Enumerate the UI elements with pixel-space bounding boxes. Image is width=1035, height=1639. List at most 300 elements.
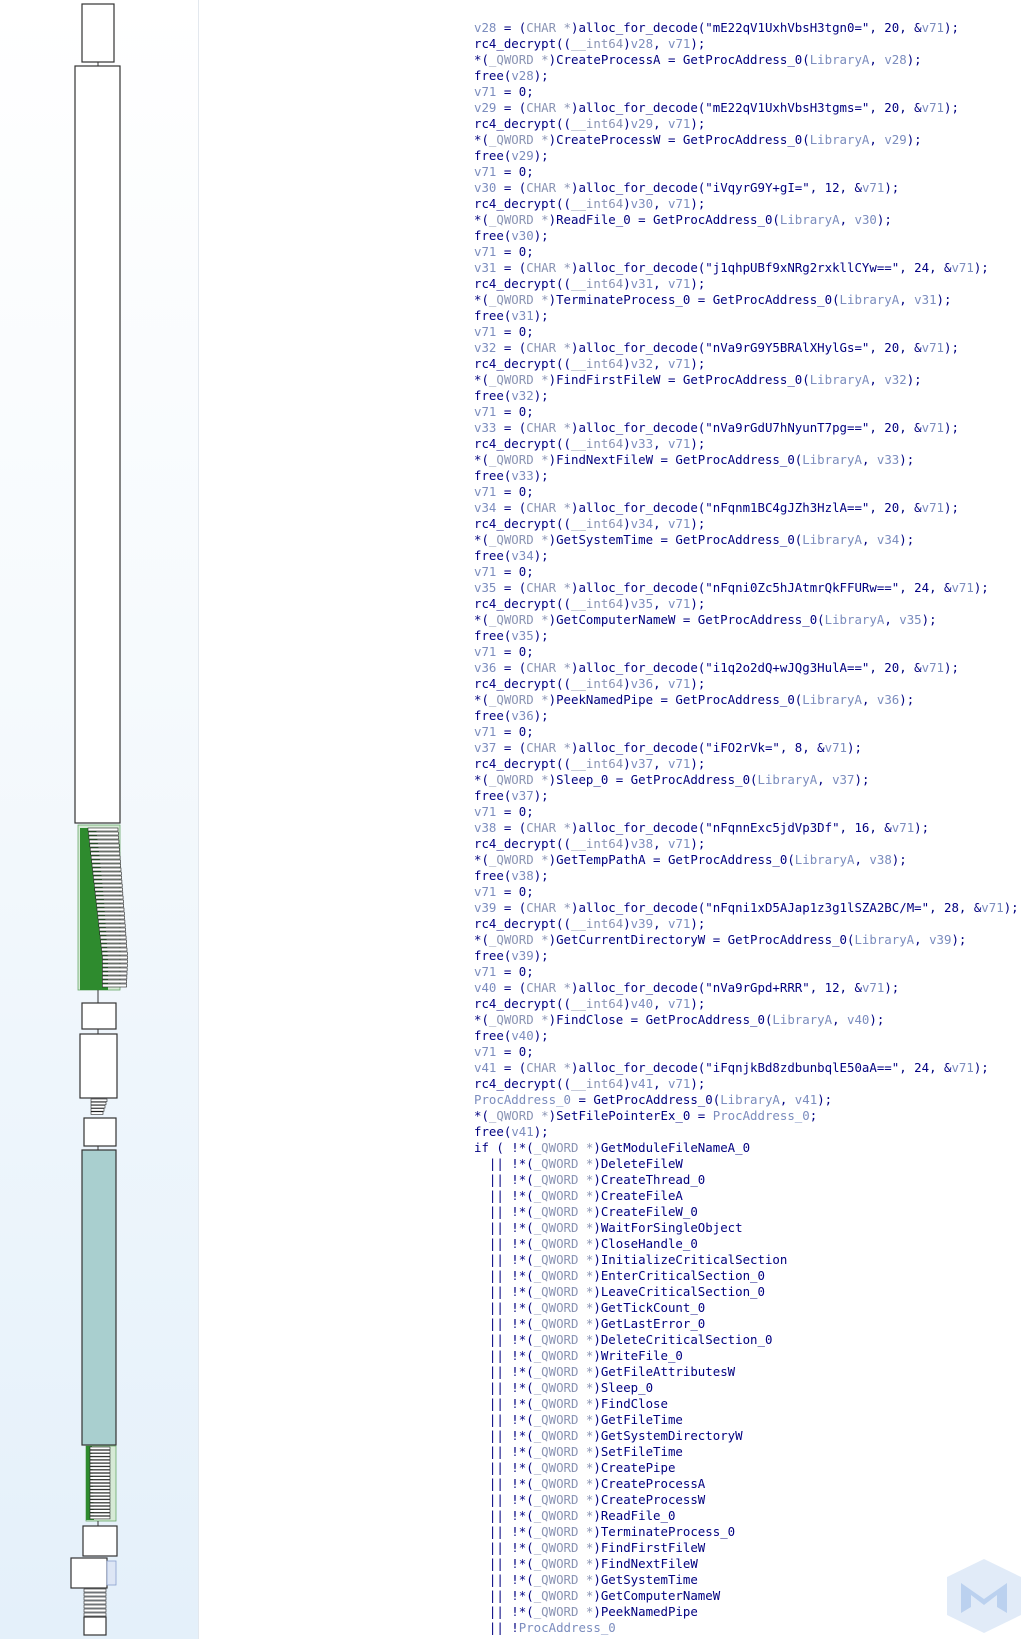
code-line[interactable] <box>474 260 1034 276</box>
graph-node-small[interactable] <box>100 936 126 939</box>
code-line[interactable] <box>474 484 1034 500</box>
code-line[interactable] <box>474 1044 1034 1060</box>
code-line[interactable] <box>474 628 1034 644</box>
code-identifier[interactable]: LibraryA <box>809 132 870 147</box>
code-line[interactable] <box>474 1508 1034 1524</box>
code-identifier[interactable]: v32 <box>884 372 907 387</box>
code-line[interactable] <box>474 964 1034 980</box>
code-identifier[interactable]: v39 <box>511 948 534 963</box>
code-line[interactable] <box>474 500 1034 516</box>
code-identifier[interactable]: v28 <box>630 36 654 51</box>
code-identifier[interactable]: v71 <box>474 164 497 179</box>
code-identifier[interactable]: LibraryA <box>839 292 900 307</box>
code-identifier[interactable]: v29 <box>630 116 654 131</box>
code-identifier[interactable]: v71 <box>921 420 945 435</box>
graph-node-small[interactable] <box>95 892 123 895</box>
code-line[interactable] <box>474 1332 1034 1348</box>
code-line[interactable] <box>474 340 1034 356</box>
code-identifier[interactable]: v71 <box>474 484 497 499</box>
code-line[interactable] <box>474 884 1034 900</box>
code-identifier[interactable]: v38 <box>869 852 892 867</box>
code-line[interactable] <box>474 1460 1034 1476</box>
code-line[interactable] <box>474 1124 1034 1140</box>
code-identifier[interactable]: ProcAddress_0 <box>518 1620 616 1635</box>
code-token: ); <box>533 548 549 563</box>
code-identifier[interactable]: v39 <box>474 900 497 915</box>
code-identifier[interactable]: LibraryA <box>802 452 862 467</box>
code-identifier[interactable]: v36 <box>511 708 534 723</box>
code-line[interactable] <box>474 1172 1034 1188</box>
code-identifier[interactable]: v35 <box>630 596 654 611</box>
graph-node-small[interactable] <box>102 972 127 975</box>
graph-node-small[interactable] <box>102 980 126 983</box>
code-identifier[interactable]: v71 <box>861 980 885 995</box>
code-identifier[interactable]: LibraryA <box>720 1092 780 1107</box>
code-identifier[interactable]: v71 <box>474 1044 497 1059</box>
code-line[interactable] <box>474 996 1034 1012</box>
code-identifier[interactable]: v71 <box>474 884 497 899</box>
code-line[interactable] <box>474 212 1034 228</box>
graph-node-small[interactable] <box>92 860 121 863</box>
code-identifier[interactable]: v29 <box>884 132 907 147</box>
code-line[interactable] <box>474 116 1034 132</box>
code-line[interactable] <box>474 292 1034 308</box>
code-line[interactable] <box>474 932 1034 948</box>
code-line[interactable] <box>474 1524 1034 1540</box>
graph-node-small[interactable] <box>84 1605 106 1608</box>
graph-node-small[interactable] <box>90 1483 110 1486</box>
graph-node-small[interactable] <box>90 1457 110 1460</box>
graph-node-small[interactable] <box>91 1105 105 1108</box>
code-identifier[interactable]: v41 <box>794 1092 818 1107</box>
code-line[interactable] <box>474 1396 1034 1412</box>
code-identifier[interactable]: v40 <box>474 980 497 995</box>
code-line[interactable] <box>474 1428 1034 1444</box>
code-identifier[interactable]: v37 <box>832 772 855 787</box>
graph-node-small[interactable] <box>90 848 119 851</box>
code-identifier[interactable]: ProcAddress_0 <box>712 1108 810 1123</box>
code-line[interactable] <box>474 772 1034 788</box>
pseudocode-view[interactable] <box>474 20 1034 1639</box>
code-line[interactable] <box>474 1364 1034 1380</box>
code-line[interactable] <box>474 1300 1034 1316</box>
graph-node-small[interactable] <box>90 1513 110 1516</box>
code-line[interactable] <box>474 564 1034 580</box>
code-identifier[interactable]: v71 <box>474 84 497 99</box>
code-line[interactable] <box>474 596 1034 612</box>
code-line[interactable] <box>474 68 1034 84</box>
code-identifier[interactable]: v34 <box>876 532 900 547</box>
graph-node-small[interactable] <box>102 960 127 963</box>
code-identifier[interactable]: v35 <box>474 580 497 595</box>
graph-node-small[interactable] <box>90 1477 110 1480</box>
code-identifier[interactable]: v71 <box>474 564 497 579</box>
graph-node-small[interactable] <box>90 844 119 847</box>
code-identifier[interactable]: v71 <box>921 660 945 675</box>
graph-node-small[interactable] <box>90 1467 110 1470</box>
code-line[interactable] <box>474 196 1034 212</box>
code-line[interactable] <box>474 1476 1034 1492</box>
code-identifier[interactable]: v71 <box>667 116 691 131</box>
code-identifier[interactable]: v40 <box>511 1028 534 1043</box>
code-identifier[interactable]: v28 <box>884 52 907 67</box>
graph-node-small[interactable] <box>90 1516 110 1519</box>
code-identifier[interactable]: LibraryA <box>809 52 870 67</box>
graph-node-small[interactable] <box>90 1464 110 1467</box>
code-identifier[interactable]: LibraryA <box>824 612 885 627</box>
code-line[interactable] <box>474 228 1034 244</box>
graph-node-small[interactable] <box>90 1490 110 1493</box>
code-identifier[interactable]: v33 <box>630 436 654 451</box>
code-identifier[interactable]: v32 <box>511 388 534 403</box>
code-identifier[interactable]: v71 <box>667 756 691 771</box>
code-identifier[interactable]: v30 <box>854 212 877 227</box>
code-identifier[interactable]: v71 <box>667 356 691 371</box>
code-identifier[interactable]: v37 <box>511 788 534 803</box>
code-line[interactable] <box>474 1444 1034 1460</box>
code-line[interactable] <box>474 1348 1034 1364</box>
code-identifier[interactable]: v30 <box>511 228 534 243</box>
code-identifier[interactable]: v71 <box>921 20 945 35</box>
graph-node-small[interactable] <box>90 1497 110 1500</box>
code-identifier[interactable]: v34 <box>630 516 654 531</box>
graph-node-small[interactable] <box>97 912 124 915</box>
graph-node-small[interactable] <box>97 908 124 911</box>
code-line[interactable] <box>474 836 1034 852</box>
code-line[interactable] <box>474 916 1034 932</box>
code-identifier[interactable]: v71 <box>474 964 497 979</box>
code-identifier[interactable]: v36 <box>474 660 497 675</box>
code-line[interactable] <box>474 1316 1034 1332</box>
graph-node[interactable] <box>71 1558 107 1588</box>
code-identifier[interactable]: LibraryA <box>772 1012 833 1027</box>
code-identifier[interactable]: v29 <box>474 100 497 115</box>
code-line[interactable] <box>474 148 1034 164</box>
graph-node[interactable] <box>75 66 120 823</box>
code-identifier[interactable]: v71 <box>474 324 497 339</box>
code-line[interactable] <box>474 1092 1034 1108</box>
graph-node-small[interactable] <box>84 1593 106 1596</box>
code-identifier[interactable]: v71 <box>667 676 691 691</box>
code-line[interactable] <box>474 180 1034 196</box>
code-identifier[interactable]: v71 <box>667 36 691 51</box>
code-line[interactable] <box>474 756 1034 772</box>
code-line[interactable] <box>474 708 1034 724</box>
graph-node-small[interactable] <box>102 976 126 979</box>
code-identifier[interactable]: v38 <box>630 836 654 851</box>
graph-node-small[interactable] <box>98 920 125 923</box>
code-identifier[interactable]: v71 <box>981 900 1004 915</box>
graph-node-small[interactable] <box>97 904 124 907</box>
graph-node-small[interactable] <box>88 828 118 831</box>
graph-overview-panel[interactable] <box>0 0 199 1639</box>
graph-node-small[interactable] <box>98 916 125 919</box>
graph-node-small[interactable] <box>84 1609 106 1612</box>
graph-node-small[interactable] <box>84 1597 106 1600</box>
graph-node-small[interactable] <box>99 924 125 927</box>
code-line[interactable] <box>474 468 1034 484</box>
code-line[interactable] <box>474 900 1034 916</box>
code-identifier[interactable]: v71 <box>667 436 691 451</box>
graph-node-small[interactable] <box>91 852 120 855</box>
code-identifier[interactable]: v33 <box>876 452 900 467</box>
code-identifier[interactable]: v28 <box>474 20 497 35</box>
code-line[interactable] <box>474 1540 1034 1556</box>
graph-node-small[interactable] <box>102 948 128 951</box>
code-identifier[interactable]: v38 <box>474 820 497 835</box>
code-identifier[interactable]: v33 <box>511 468 534 483</box>
code-identifier[interactable]: v37 <box>474 740 497 755</box>
code-identifier[interactable]: v41 <box>474 1060 497 1075</box>
graph-node-small[interactable] <box>102 952 127 955</box>
graph-node-small[interactable] <box>102 968 127 971</box>
code-identifier[interactable]: v71 <box>667 996 691 1011</box>
code-line[interactable] <box>474 324 1034 340</box>
code-identifier[interactable]: v71 <box>951 580 974 595</box>
code-token: , <box>869 52 885 67</box>
code-line[interactable] <box>474 1412 1034 1428</box>
graph-node-selected[interactable] <box>82 1150 116 1445</box>
graph-node-small[interactable] <box>93 876 121 879</box>
code-line[interactable] <box>474 1268 1034 1284</box>
code-identifier[interactable]: v41 <box>630 1076 654 1091</box>
code-identifier[interactable]: v38 <box>511 868 534 883</box>
code-identifier[interactable]: v35 <box>511 628 534 643</box>
graph-node-small[interactable] <box>90 1503 110 1506</box>
code-line[interactable] <box>474 1108 1034 1124</box>
graph-node-small[interactable] <box>91 1099 107 1102</box>
code-line[interactable] <box>474 868 1034 884</box>
graph-node-small[interactable] <box>101 940 127 943</box>
code-line[interactable] <box>474 356 1034 372</box>
graph-node-small[interactable] <box>90 1450 110 1453</box>
code-identifier[interactable]: v36 <box>876 692 900 707</box>
code-identifier[interactable]: LibraryA <box>809 372 870 387</box>
graph-node-small[interactable] <box>93 868 122 871</box>
code-identifier[interactable]: v29 <box>511 148 534 163</box>
graph-node[interactable] <box>82 4 114 62</box>
graph-node[interactable] <box>84 1118 116 1146</box>
code-identifier[interactable]: LibraryA <box>794 852 855 867</box>
code-line[interactable] <box>474 308 1034 324</box>
code-identifier[interactable]: v71 <box>951 260 974 275</box>
graph-node-small[interactable] <box>91 856 120 859</box>
code-line[interactable] <box>474 612 1034 628</box>
code-line[interactable] <box>474 948 1034 964</box>
code-identifier[interactable]: v36 <box>630 676 654 691</box>
code-line[interactable] <box>474 1284 1034 1300</box>
graph-node[interactable] <box>80 1034 117 1098</box>
graph-node-small[interactable] <box>91 1102 106 1105</box>
graph-node-small[interactable] <box>102 964 127 967</box>
code-line[interactable] <box>474 1204 1034 1220</box>
graph-node-small[interactable] <box>90 1447 110 1450</box>
code-identifier[interactable]: v30 <box>474 180 497 195</box>
code-line[interactable] <box>474 404 1034 420</box>
graph-node-small[interactable] <box>95 888 123 891</box>
code-line[interactable] <box>474 132 1034 148</box>
code-line[interactable] <box>474 692 1034 708</box>
graph-node-small[interactable] <box>90 1454 110 1457</box>
graph-node-small[interactable] <box>102 956 127 959</box>
graph-node-small[interactable] <box>91 1109 104 1112</box>
code-line[interactable] <box>474 548 1034 564</box>
graph-node-small[interactable] <box>84 1601 106 1604</box>
code-line[interactable] <box>474 1076 1034 1092</box>
graph-node-small[interactable] <box>92 864 121 867</box>
code-line[interactable] <box>474 388 1034 404</box>
code-line[interactable] <box>474 644 1034 660</box>
graph-node-small[interactable] <box>102 984 126 987</box>
code-line[interactable] <box>474 20 1034 36</box>
code-identifier[interactable]: v71 <box>921 340 945 355</box>
code-line[interactable] <box>474 244 1034 260</box>
code-identifier[interactable]: v71 <box>667 916 691 931</box>
code-line[interactable] <box>474 1236 1034 1252</box>
code-identifier[interactable]: LibraryA <box>779 212 840 227</box>
graph-node-small[interactable] <box>90 1473 110 1476</box>
code-identifier[interactable]: v71 <box>667 1076 691 1091</box>
graph-node[interactable] <box>84 1617 106 1635</box>
graph-node-small[interactable] <box>84 1589 106 1592</box>
code-line[interactable] <box>474 660 1034 676</box>
code-identifier[interactable]: LibraryA <box>802 532 862 547</box>
code-identifier[interactable]: v71 <box>667 516 691 531</box>
graph-node-small[interactable] <box>90 1470 110 1473</box>
graph-node[interactable] <box>83 1526 117 1556</box>
code-identifier[interactable]: v71 <box>667 596 691 611</box>
code-identifier[interactable]: v71 <box>861 180 885 195</box>
code-line[interactable] <box>474 276 1034 292</box>
code-identifier[interactable]: v37 <box>630 756 654 771</box>
code-identifier[interactable]: v39 <box>630 916 654 931</box>
code-line[interactable] <box>474 164 1034 180</box>
code-identifier[interactable]: ProcAddress_0 <box>474 1092 571 1107</box>
code-line[interactable] <box>474 804 1034 820</box>
code-line[interactable] <box>474 372 1034 388</box>
graph-node-small[interactable] <box>99 928 125 931</box>
code-line[interactable] <box>474 852 1034 868</box>
graph-node-small[interactable] <box>96 900 123 903</box>
code-line[interactable] <box>474 84 1034 100</box>
code-token: ); <box>533 388 549 403</box>
code-line[interactable] <box>474 1028 1034 1044</box>
graph-node-small[interactable] <box>89 836 119 839</box>
code-identifier[interactable]: v32 <box>630 356 654 371</box>
code-line[interactable] <box>474 1252 1034 1268</box>
code-line[interactable] <box>474 52 1034 68</box>
code-line[interactable] <box>474 740 1034 756</box>
code-identifier[interactable]: LibraryA <box>802 692 862 707</box>
code-identifier[interactable]: v31 <box>914 292 937 307</box>
code-line[interactable] <box>474 1380 1034 1396</box>
graph-node-small[interactable] <box>90 1506 110 1509</box>
code-identifier[interactable]: LibraryA <box>757 772 818 787</box>
graph-node[interactable] <box>82 1003 116 1029</box>
graph-node-small[interactable] <box>101 944 127 947</box>
code-identifier[interactable]: v30 <box>630 196 654 211</box>
code-line[interactable] <box>474 724 1034 740</box>
graph-node[interactable] <box>107 1561 116 1585</box>
graph-node-small[interactable] <box>94 884 122 887</box>
code-identifier[interactable]: v71 <box>474 404 497 419</box>
code-identifier[interactable]: v71 <box>921 500 945 515</box>
code-identifier[interactable]: v71 <box>474 244 497 259</box>
graph-node-small[interactable] <box>93 872 121 875</box>
code-identifier[interactable]: v34 <box>474 500 497 515</box>
code-identifier[interactable]: v71 <box>921 100 945 115</box>
code-identifier[interactable]: v31 <box>511 308 534 323</box>
code-identifier[interactable]: v34 <box>511 548 534 563</box>
code-identifier[interactable]: v41 <box>511 1124 534 1139</box>
graph-overview-canvas[interactable] <box>0 0 198 1639</box>
code-line[interactable] <box>474 580 1034 596</box>
graph-node-small[interactable] <box>90 1493 110 1496</box>
graph-node-small[interactable] <box>94 880 122 883</box>
graph-node-small[interactable] <box>89 840 119 843</box>
code-line[interactable] <box>474 1492 1034 1508</box>
graph-node-small[interactable] <box>90 1500 110 1503</box>
code-line[interactable] <box>474 1188 1034 1204</box>
code-identifier[interactable]: v71 <box>824 740 848 755</box>
graph-node-small[interactable] <box>100 932 126 935</box>
code-line[interactable] <box>474 420 1034 436</box>
code-line[interactable] <box>474 1156 1034 1172</box>
graph-node-small[interactable] <box>88 832 118 835</box>
code-identifier[interactable]: v71 <box>474 804 497 819</box>
code-line[interactable] <box>474 1140 1034 1156</box>
code-identifier[interactable]: LibraryA <box>854 932 915 947</box>
code-identifier[interactable]: v71 <box>474 724 497 739</box>
code-identifier[interactable]: v31 <box>630 276 654 291</box>
graph-node-small[interactable] <box>90 1480 110 1483</box>
code-identifier[interactable]: v71 <box>474 644 497 659</box>
code-identifier[interactable]: v32 <box>474 340 497 355</box>
code-line[interactable] <box>474 436 1034 452</box>
code-line[interactable] <box>474 676 1034 692</box>
code-identifier[interactable]: v71 <box>667 196 691 211</box>
code-line[interactable] <box>474 36 1034 52</box>
graph-node-small[interactable] <box>90 1510 110 1513</box>
code-identifier[interactable]: v40 <box>630 996 654 1011</box>
code-identifier[interactable]: v28 <box>511 68 534 83</box>
code-identifier[interactable]: v71 <box>891 820 915 835</box>
code-line[interactable] <box>474 452 1034 468</box>
graph-node-small[interactable] <box>90 1460 110 1463</box>
code-line[interactable] <box>474 1220 1034 1236</box>
graph-node-small[interactable] <box>91 1112 103 1115</box>
code-identifier[interactable]: v31 <box>474 260 497 275</box>
code-identifier[interactable]: v71 <box>667 276 691 291</box>
graph-node-small[interactable] <box>84 1613 106 1616</box>
code-line[interactable] <box>474 820 1034 836</box>
code-identifier[interactable]: v39 <box>929 932 952 947</box>
code-identifier[interactable]: v71 <box>667 836 691 851</box>
code-line[interactable] <box>474 1060 1034 1076</box>
code-line[interactable] <box>474 100 1034 116</box>
code-identifier[interactable]: v40 <box>847 1012 870 1027</box>
code-line[interactable] <box>474 532 1034 548</box>
code-line[interactable] <box>474 1012 1034 1028</box>
code-identifier[interactable]: v71 <box>951 1060 974 1075</box>
code-line[interactable] <box>474 788 1034 804</box>
graph-node-small[interactable] <box>90 1487 110 1490</box>
code-identifier[interactable]: v35 <box>899 612 922 627</box>
code-identifier[interactable]: v33 <box>474 420 497 435</box>
code-line[interactable] <box>474 516 1034 532</box>
code-line[interactable] <box>474 980 1034 996</box>
graph-node-small[interactable] <box>96 896 123 899</box>
